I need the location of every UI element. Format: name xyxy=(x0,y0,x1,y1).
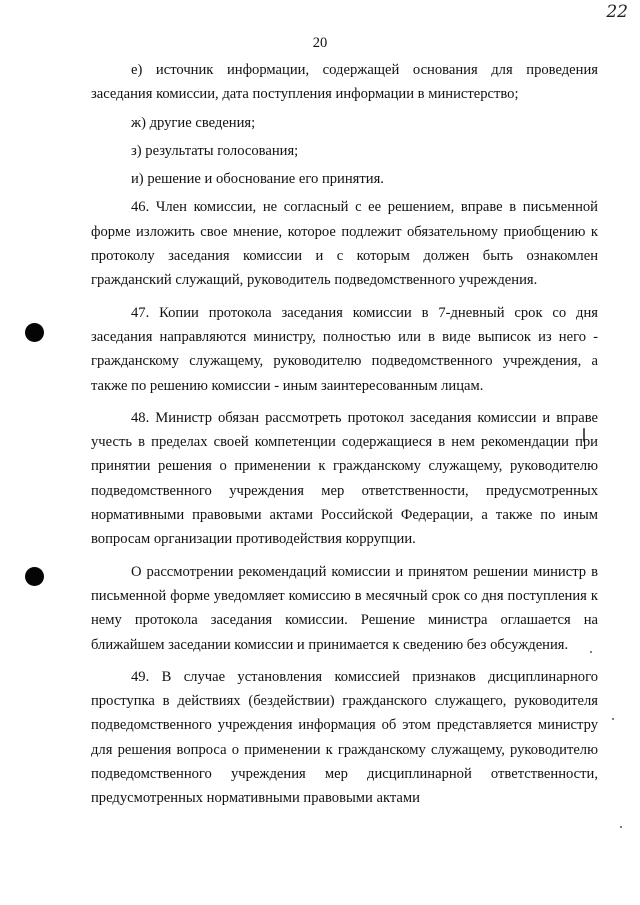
paragraph-48: 48. Министр обязан рассмотреть протокол заседания комиссии и вправе учесть в пределах своей компетенции содержащиеся в нем рекомендации при принятии решения о применении к гражданскому служащему, руководителю подведомственного учреждения мер ответственности, предусмотренных нормативными правовыми актами Российской Федерации, а также по иным вопросам организации противодействия коррупции. xyxy=(91,409,598,548)
paragraph-49: 49. В случае установления комиссией признаков дисциплинарного проступка в действиях (бездействии) гражданского служащего, руководителя подведомственного учреждения информация об этом представляется министру для решения вопроса о применении к гражданскому служащему, руководителю подведомственного учреждения мер дисциплинарной ответственности, предусмотренных нормативными правовыми актами xyxy=(91,668,598,807)
binder-hole xyxy=(25,567,44,586)
scan-speck xyxy=(620,826,622,828)
paragraph-item-e: е) источник информации, содержащей основания для проведения заседания комиссии, дата поступления информации в министерство; xyxy=(91,62,598,103)
paragraph-48-continuation: О рассмотрении рекомендаций комиссии и принятом решении министр в письменной форме уведомляет комиссию в месячный срок со дня поступления к нему протокола заседания комиссии. Решение министра оглашается на ближайшем заседании комиссии и принимается к сведению без обсуждения. xyxy=(91,563,598,653)
paragraph-item-i: и) решение и обоснование его принятия. xyxy=(131,171,384,188)
scan-speck xyxy=(612,718,614,720)
binder-hole xyxy=(25,323,44,342)
handwritten-page-number: 22 xyxy=(606,2,628,22)
document-body xyxy=(91,58,598,811)
paragraph-item-z: з) результаты голосования; xyxy=(131,142,299,159)
paragraph-46: 46. Член комиссии, не согласный с ее решением, вправе в письменной форме изложить свое мнение, которое подлежит обязательному приобщению к протоколу заседания комиссии и с которым должен быть ознакомлен гражданский служащий, руководитель подведомственного учреждения. xyxy=(91,199,598,289)
paragraph-47: 47. Копии протокола заседания комиссии в 7-дневный срок со дня заседания направляются министру, полностью или в виде выписок из него - гражданскому служащему, руководителю подведомственного учреждения, а также по решению комиссии - иным заинтересованным лицам. xyxy=(91,304,598,394)
page-number: 20 xyxy=(312,35,328,51)
paragraph-item-zh: ж) другие сведения; xyxy=(131,114,256,131)
